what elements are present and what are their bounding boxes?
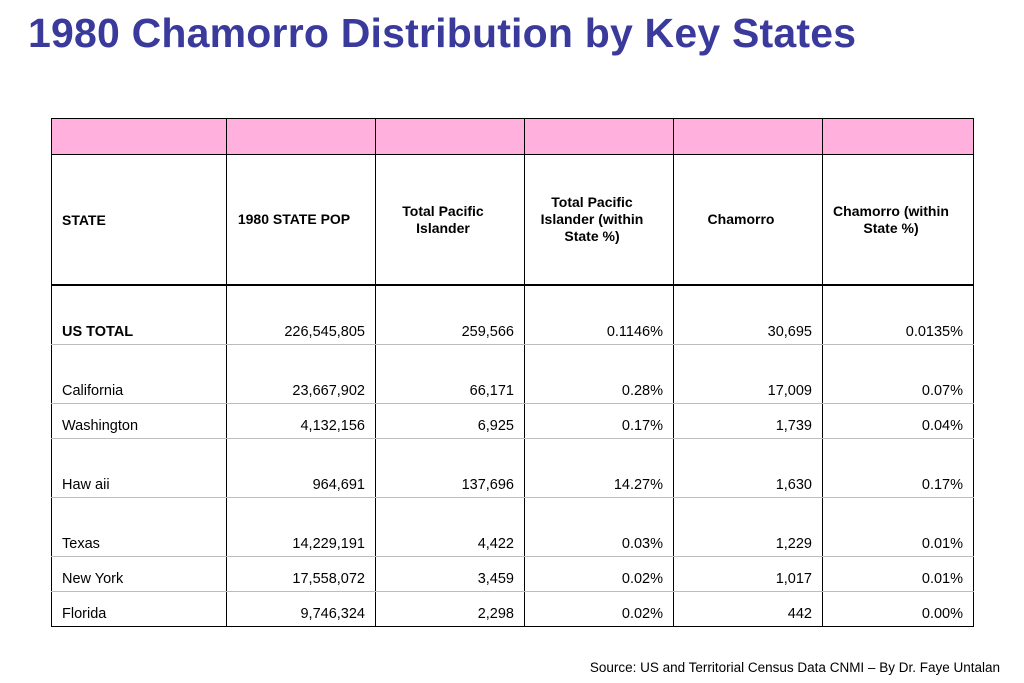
table-row: [52, 497, 974, 556]
cell-chamorro-pct: 0.04%: [823, 403, 974, 438]
chamorro-distribution-table: [51, 118, 974, 627]
cell-state: New York: [52, 556, 227, 591]
cell-pop: 9,746,324: [227, 591, 376, 626]
cell-pop: 4,132,156: [227, 403, 376, 438]
header-chamorro: Chamorro: [674, 155, 823, 286]
header-band-cell: [52, 119, 227, 155]
cell-state: Florida: [62, 605, 107, 622]
cell-tpi: 137,696: [376, 438, 525, 497]
table-row: [52, 556, 974, 591]
cell-tpi: 4,422: [376, 497, 525, 556]
cell-pop: 14,229,191: [227, 497, 376, 556]
cell-chamorro-pct: 0.17%: [823, 438, 974, 497]
cell-tpi-pct: 0.02%: [525, 556, 674, 591]
cell-chamorro-pct: 0.01%: [823, 497, 974, 556]
table-row: [52, 403, 974, 438]
cell-chamorro: 1,630: [674, 438, 823, 497]
cell-pop: 226,545,805: [227, 285, 376, 344]
cell-state: Washington: [52, 403, 227, 438]
cell-tpi: 66,171: [376, 344, 525, 403]
cell-chamorro: 1,017: [674, 556, 823, 591]
cell-tpi-pct: 0.28%: [525, 344, 674, 403]
header-band-cell: [674, 119, 823, 155]
header-state: STATE: [52, 155, 227, 286]
cell-state: Texas: [52, 497, 227, 556]
cell-tpi-pct: 14.27%: [525, 438, 674, 497]
cell-tpi-pct: 0.03%: [525, 497, 674, 556]
table-row: [52, 285, 974, 344]
cell-tpi: 2,298: [376, 591, 525, 626]
cell-chamorro: 30,695: [674, 285, 823, 344]
cell-tpi-pct: 0.1146%: [525, 285, 674, 344]
table-row: [52, 344, 974, 403]
header-band: [52, 119, 974, 155]
cell-pop: 23,667,902: [227, 344, 376, 403]
cell-tpi: 259,566: [376, 285, 525, 344]
cell-state: Haw aii: [52, 438, 227, 497]
table-row: [52, 438, 974, 497]
cell-chamorro-pct: 0.0135%: [823, 285, 974, 344]
cell-tpi: 6,925: [376, 403, 525, 438]
cell-chamorro: 1,739: [674, 403, 823, 438]
header-band-cell: [823, 119, 974, 155]
header-state-pop: 1980 STATE POP: [227, 155, 376, 286]
header-chamorro-pct: Chamorro (within State %): [823, 155, 974, 286]
cell-state: US TOTAL: [52, 285, 227, 344]
cell-chamorro-pct: 0.07%: [823, 344, 974, 403]
page-title: 1980 Chamorro Distribution by Key States: [28, 10, 857, 56]
header-band-cell: [376, 119, 525, 155]
cell-chamorro: 442: [674, 591, 823, 626]
column-header-row: [52, 155, 974, 286]
cell-chamorro-pct: 0.00%: [823, 591, 974, 626]
header-total-pacific-islander-pct: Total Pacific Islander (within State %): [525, 155, 674, 286]
cell-tpi: 3,459: [376, 556, 525, 591]
cell-state: California: [52, 344, 227, 403]
cell-chamorro-pct: 0.01%: [823, 556, 974, 591]
cell-tpi-pct: 0.17%: [525, 403, 674, 438]
cell-chamorro: 17,009: [674, 344, 823, 403]
cell-pop: 17,558,072: [227, 556, 376, 591]
table-row: [52, 591, 974, 626]
source-note: Source: US and Territorial Census Data CNMI – By Dr. Faye Untalan: [589, 660, 1000, 675]
header-total-pacific-islander: Total Pacific Islander: [376, 155, 525, 286]
header-band-cell: [525, 119, 674, 155]
header-band-cell: [227, 119, 376, 155]
cell-tpi-pct: 0.02%: [525, 591, 674, 626]
cell-chamorro: 1,229: [674, 497, 823, 556]
cell-pop: 964,691: [227, 438, 376, 497]
